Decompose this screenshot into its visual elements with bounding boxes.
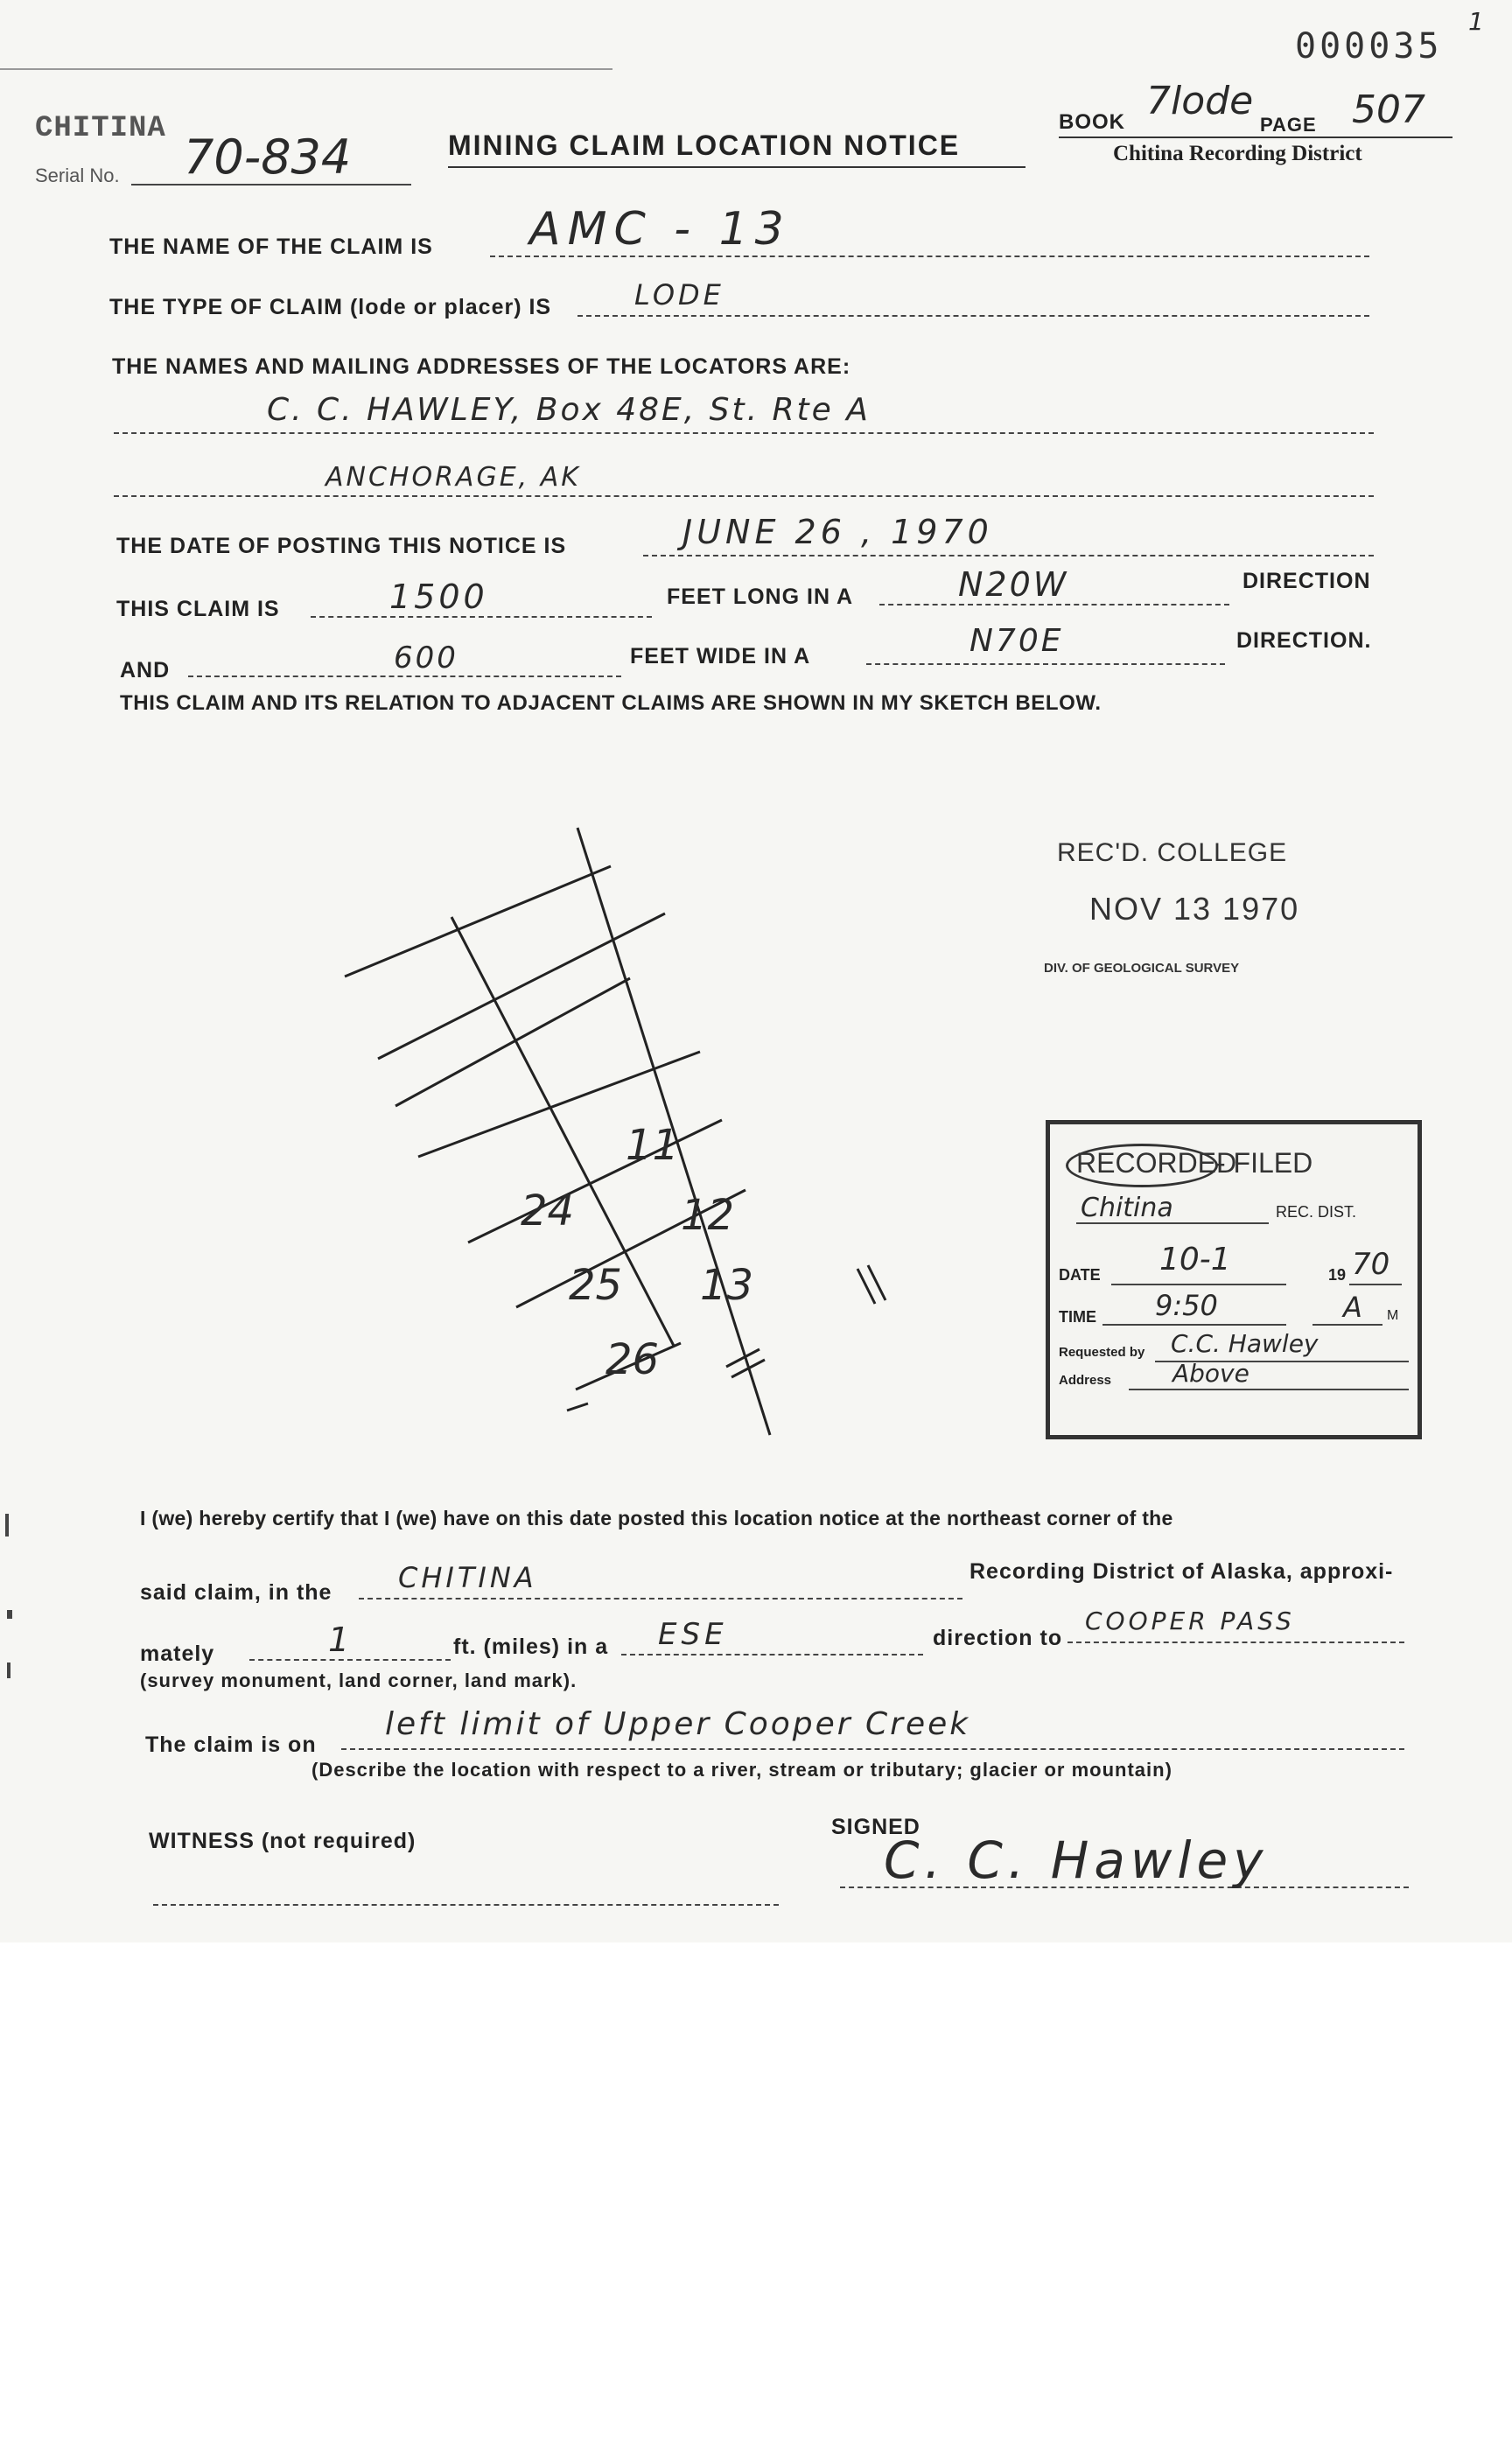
claim-type-line [578,315,1369,317]
recorded-year-line [1349,1284,1402,1285]
binder-mark-1 [5,1514,9,1536]
describe-hint: (Describe the location with respect to a river, stream or tributary; glacier or mountain) [312,1759,1172,1781]
recorded-address-line [1129,1389,1409,1390]
wide-label-b: FEET WIDE IN A [630,644,811,668]
long-direction-line [879,604,1229,606]
serial-label: Serial No. [35,164,120,186]
certification-line1: I (we) hereby certify that I (we) have on this date posted this location notice at the northeast corner of the [140,1507,1173,1530]
recorded-date-line [1111,1284,1286,1285]
page-title: MINING CLAIM LOCATION NOTICE [448,130,961,161]
wide-label-c: DIRECTION. [1236,628,1372,653]
direction-value: ESE [658,1617,728,1652]
page-value: 507 [1352,88,1425,132]
recorded-time-label: TIME [1059,1308,1096,1326]
title-underline [448,166,1026,168]
page-label: PAGE [1260,114,1317,136]
claim-on-value: left limit of Upper Cooper Creek [385,1706,971,1742]
said-claim-label: said claim, in the [140,1580,332,1605]
claim-type-label: THE TYPE OF CLAIM (lode or placer) IS [109,295,552,319]
distance-value: 1 [328,1620,350,1659]
district-stamp: CHITINA [35,112,166,145]
recorded-address-value: Above [1172,1359,1250,1388]
recorded-time-value: 9:50 [1155,1289,1218,1322]
stamp-number: 000035 [1295,26,1443,66]
book-underline [1059,136,1452,138]
locator-line2: ANCHORAGE, AK [326,462,581,493]
signature: C. C. Hawley [884,1830,1269,1890]
district-label: Recording District of Alaska, approxi- [970,1559,1394,1584]
unit-label: ft. (miles) in a [453,1634,609,1659]
recorded-ampm-line [1312,1324,1382,1326]
recorded-time-line [1102,1324,1286,1326]
locator-line1-rule [114,432,1374,434]
claim-on-line [341,1748,1404,1750]
sketch-label-11: 11 [626,1121,680,1170]
claim-name-value: AMC - 13 [529,203,791,256]
claim-type-value: LODE [634,278,724,312]
landmark-line [1068,1642,1404,1643]
wide-direction-line [866,663,1225,665]
top-rule [0,68,612,70]
sketch-label-25: 25 [569,1261,623,1310]
recorded-title: RECORDED [1076,1147,1237,1179]
wide-direction: N70E [970,623,1064,659]
received-stamp-line1: REC'D. COLLEGE [1057,838,1288,867]
long-value: 1500 [389,578,488,616]
wide-label-a: AND [120,658,171,682]
recorded-date-value: 10-1 [1159,1242,1231,1278]
recorded-district-hand: Chitina [1081,1193,1173,1223]
recorded-year-value: 70 [1352,1247,1390,1282]
corner-mark: 1 [1468,7,1484,36]
recording-district: Chitina Recording District [1113,142,1362,165]
claim-name-line [490,256,1369,257]
direction-line [621,1654,923,1656]
long-label-c: DIRECTION [1242,569,1371,593]
posting-label: THE DATE OF POSTING THIS NOTICE IS [116,534,567,558]
posting-value: JUNE 26 , 1970 [682,513,993,551]
received-stamp-date: NOV 13 1970 [1089,891,1300,927]
recorded-m-label: M [1387,1308,1399,1323]
binder-mark-3 [7,1662,10,1678]
long-value-line [311,616,652,618]
posting-line [643,555,1374,556]
mately-label: mately [140,1642,215,1666]
wide-value-line [188,676,621,677]
filed-title: - FILED [1216,1147,1313,1179]
book-value: 7lode [1146,79,1254,123]
signed-label: SIGNED [831,1815,920,1839]
received-stamp-line3: DIV. OF GEOLOGICAL SURVEY [1044,961,1240,976]
witness-label: WITNESS (not required) [149,1829,416,1853]
recorded-filed-stamp [1046,1120,1422,1439]
long-label-a: THIS CLAIM IS [116,597,280,621]
landmark-hint: (survey monument, land corner, land mark). [140,1670,578,1691]
claim-on-label: The claim is on [145,1732,317,1757]
distance-line [249,1659,451,1661]
long-label-b: FEET LONG IN A [667,584,854,609]
witness-line [153,1904,779,1906]
recorded-ampm-value: A [1343,1291,1362,1324]
claim-sketch [332,814,928,1461]
direction-label: direction to [933,1626,1063,1650]
recorded-date-label: DATE [1059,1266,1101,1284]
recorded-district-label: REC. DIST. [1276,1203,1357,1221]
long-direction: N20W [958,565,1069,604]
recorded-address-label: Address [1059,1373,1112,1388]
district-value: CHITINA [398,1561,537,1594]
recorded-requested-value: C.C. Hawley [1171,1329,1319,1358]
sketch-rung-3 [396,978,630,1106]
recorded-requested-label: Requested by [1059,1345,1145,1360]
serial-value: 70-834 [184,130,352,185]
sketch-label-12: 12 [681,1191,735,1240]
landmark-value: COOPER PASS [1085,1606,1295,1635]
locator-line1: C. C. HAWLEY, Box 48E, St. Rte A [267,392,871,428]
sketch-label-13: 13 [700,1261,754,1310]
claim-name-label: THE NAME OF THE CLAIM IS [109,234,433,259]
locator-line2-rule [114,495,1374,497]
recorded-year-prefix: 19 [1328,1266,1347,1284]
book-label: BOOK [1059,110,1125,134]
locators-label: THE NAMES AND MAILING ADDRESSES OF THE LOCATORS ARE: [112,354,851,379]
recorded-district-line [1076,1222,1269,1224]
sketch-label: THIS CLAIM AND ITS RELATION TO ADJACENT CLAIMS ARE SHOWN IN MY SKETCH BELOW. [120,691,1102,715]
sketch-tick-1 [567,1404,588,1410]
wide-value: 600 [394,640,458,676]
sketch-label-24: 24 [521,1186,575,1236]
district-line [359,1598,962,1600]
binder-mark-2 [7,1610,12,1619]
sketch-label-26: 26 [606,1335,660,1384]
